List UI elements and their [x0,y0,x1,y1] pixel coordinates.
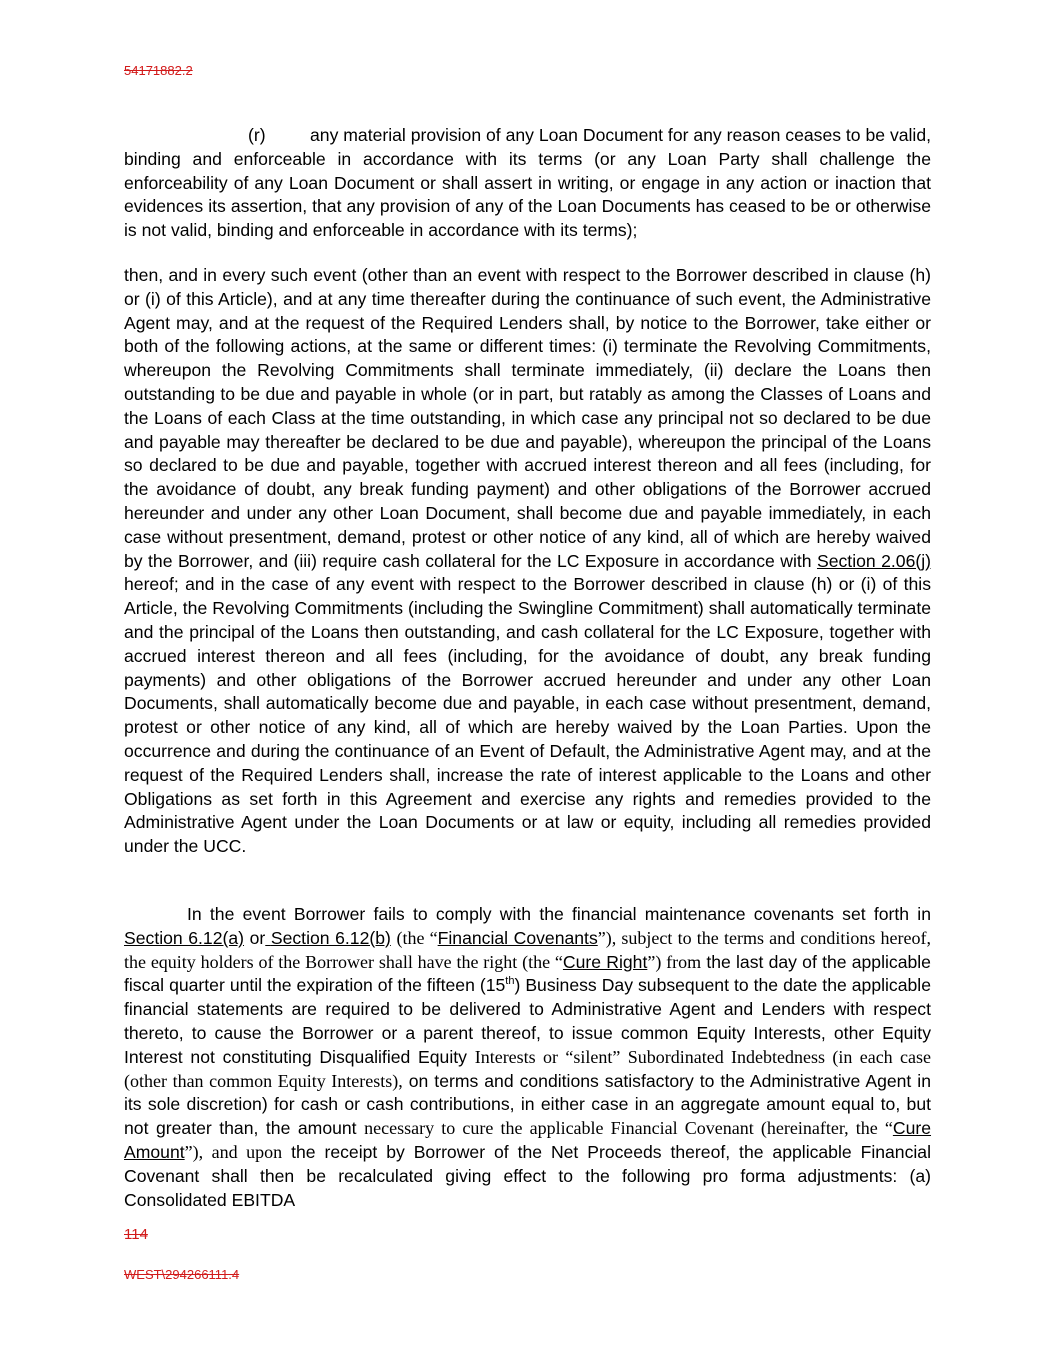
ordinal-suffix: th [505,975,515,988]
cure-right-paragraph [124,903,931,1212]
cure-text-part7: on terms and conditions satisfactory to the Administrative Agent in its sole discretion) for cash or cash contributions, in either case in an aggregate amount equal to, but not greater than, the amount [124,1070,931,1139]
section-6-12a-reference: Section 6.12(a) [124,927,245,948]
clause-r-text: any material provision of any Loan Document for any reason ceases to be valid, binding and enforceable in accordance with its terms (or any Loan Party shall challenge the enforceability of any Loan Document or shall assert in writing, or engage in any action or inaction that evidences its assertion, that any provision of any of the Loan Documents has ceased to be or otherwise is not valid, binding and enforceable in accordance with its terms); [124,125,932,241]
cure-text-part6: Interests or “silent” Subordinated Indebtedness (in each case (other than common Equity Interests), [124,1046,932,1091]
clause-r-paragraph [124,124,931,243]
cure-text-part1: In the event Borrower fails to comply with the financial maintenance covenants set forth in [187,904,931,924]
section-6-12b-reference [265,928,391,948]
remedies-paragraph [124,264,931,859]
cure-right-term: Cure Right [562,951,648,972]
cure-text-part3: ”), subject to the terms and conditions hereof, the equity holders of the Borrower shall have the right (the “ [124,927,932,972]
cure-text-part9: ”), and upon [184,1141,283,1162]
cure-text-part2: (the “ [396,927,438,948]
section-2-06j-reference: Section 2.06(j) [816,550,931,571]
cure-text-part5: ) Business Day subsequent to the date the applicable financial statements are required to be delivered to Administrative Agent and Lenders with respect thereto, to cause the Borrower or a parent thereof, to issue common Equity Interests, other Equity Interest not constituting Disqualified Equity [124,975,931,1067]
page-number: 114 [124,1226,148,1243]
cure-text-part10: the receipt by Borrower of the Net Proceeds thereof, the applicable Financial Covenant shall then be recalculated giving effect to the following pro forma adjustments: (a) Consolidated EBITDA [124,1141,931,1210]
cure-text-part8: necessary to cure the applicable Financial Covenant (hereinafter, the “ [364,1118,893,1139]
cure-or-text: or [249,927,266,948]
header-document-id: 54171882.2 [124,63,193,78]
footer-document-id: WEST\294266111.4 [124,1267,240,1282]
cure-text-part4: the last day of the applicable fiscal quarter until the expiration of the fifteen (15 [124,951,931,996]
financial-covenants-term: Financial Covenants [437,927,598,948]
remedies-text-part2: hereof; and in the case of any event with respect to the Borrower described in clause (h) or (i) of this Article, the Revolving Commitments (including the Swingline Commitment) shall automatically terminate and the principal of the Loans then outstanding, and cash collateral for the LC Exposure, together with accrued interest thereon and all fees (including, for the avoidance of doubt, any break funding payments) and other obligations of the Borrower accrued hereunder and under any other Loan Documents, shall automatically become due and payable, in each case without presentment, demand, protest or other notice of any kind, all of which are hereby waived by the Loan Parties. Upon the occurrence and during the continuance of an Event of Default, the Administrative Agent may, and at the request of the Required Lenders shall, increase the rate of interest applicable to the Loans and other Obligations as set forth in this Agreement and exercise any rights and remedies provided to the Administrative Agent under the Loan Documents or at law or equity, including all remedies provided under the UCC. [124,574,931,857]
remedies-text-part1: then, and in every such event (other than an event with respect to the Borrower described in clause (h) or (i) of this Article), and at any time thereafter during the continuance of such event, the Administrative Agent may, and at the request of the Required Lenders shall, by notice to the Borrower, take either or both of the following actions, at the same or different times: (i) terminate the Revolving Commitments, whereupon the Revolving Commitments shall terminate immediately, (ii) declare the Loans then outstanding to be due and payable in whole (or in part, but ratably as among the Classes of Loans and the Loans of each Class at the time outstanding, in which case any principal not so declared to be due and payable may thereafter be declared to be due and payable), whereupon the principal of the Loans so declared to be due and payable, together with accrued interest thereon and all fees (including, for the avoidance of doubt, any break funding payment) and other obligations of the Borrower accrued hereunder and under any other Loan Document, shall become due and payable immediately, in each case without presentment, demand, protest or other notice of any kind, all of which are hereby waived by the Borrower, and (iii) require cash collateral for the LC Exposure in accordance with [124,265,931,571]
section-6-12b-text: Section 6.12(b) [270,927,391,948]
cure-text-part4a: ”) from [647,951,702,972]
cure-amount-term: Cure Amount [124,1118,932,1162]
clause-r-label: (r) [248,125,266,145]
